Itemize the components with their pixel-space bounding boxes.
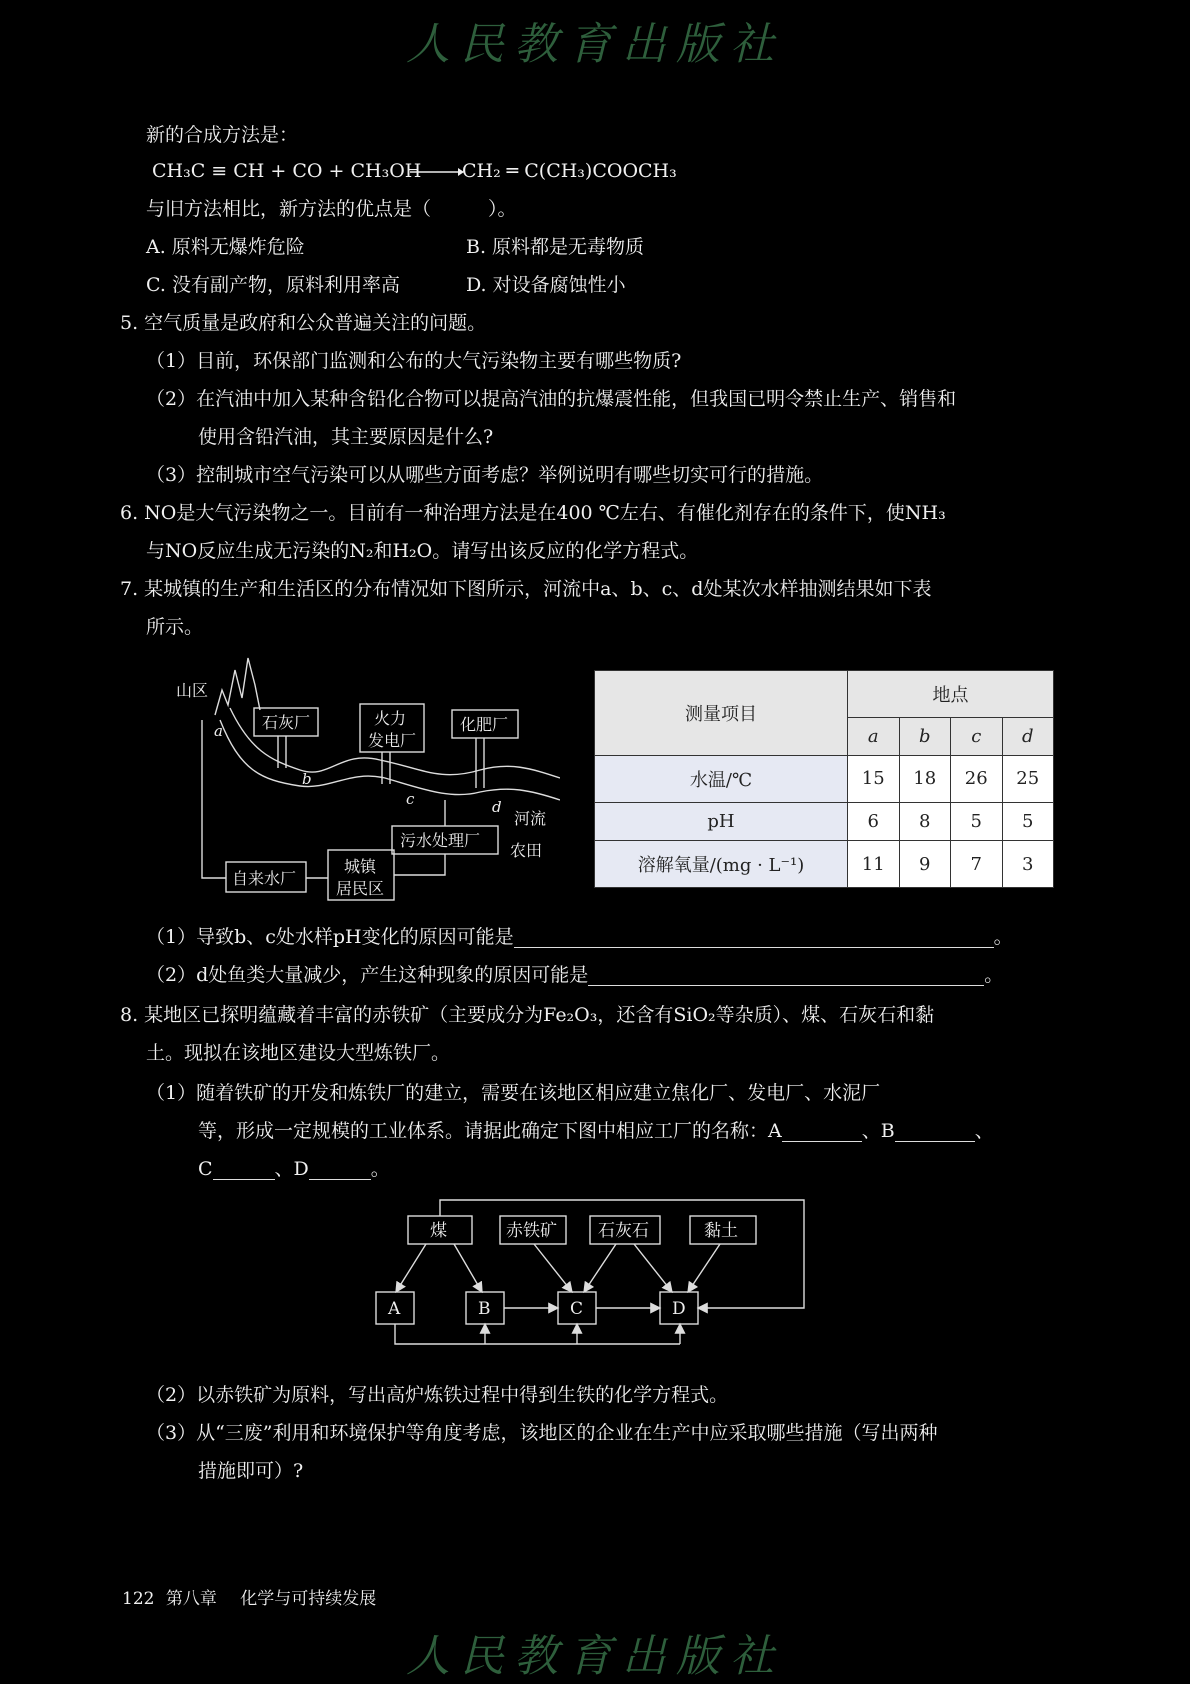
cell: 25 bbox=[1002, 756, 1054, 803]
map-label-residential-1: 城镇 bbox=[344, 857, 377, 876]
label-clay: 黏土 bbox=[704, 1221, 738, 1241]
map-point-c: c bbox=[406, 790, 415, 808]
table-row bbox=[595, 802, 1054, 841]
q8-part3-line1: （3）从“三废”利用和环境保护等角度考虑，该地区的企业在生产中应采取哪些措施（写出两种 bbox=[146, 1422, 938, 1444]
q5-title: 5. 空气质量是政府和公众普遍关注的问题。 bbox=[120, 312, 487, 334]
table-loc-c: c bbox=[951, 717, 1003, 756]
q8-part1-end: 。 bbox=[370, 1158, 390, 1180]
map-label-waterworks: 自来水厂 bbox=[232, 869, 297, 888]
q4-option-c: C. 没有副产物，原料利用率高 bbox=[146, 274, 400, 296]
map-label-sewage: 污水处理厂 bbox=[400, 831, 481, 850]
mountain-peaks bbox=[215, 658, 260, 715]
q7-sub2-period: 。 bbox=[984, 964, 1004, 986]
q5-part2-line2: 使用含铅汽油，其主要原因是什么? bbox=[198, 426, 494, 448]
q4-option-b: B. 原料都是无毒物质 bbox=[466, 236, 645, 258]
q8-label-d: 、D bbox=[274, 1158, 309, 1180]
water-sample-table bbox=[594, 670, 1054, 888]
table-header-location: 地点 bbox=[848, 671, 1054, 718]
row-label: pH bbox=[595, 802, 848, 841]
table-row bbox=[595, 841, 1054, 888]
cell: 18 bbox=[899, 756, 951, 803]
q8-line1: 8. 某地区已探明蕴藏着丰富的赤铁矿（主要成分为Fe₂O₃，还含有SiO₂等杂质）、煤、石灰石和黏 bbox=[120, 1004, 935, 1026]
publisher-logo-bottom: 人民教育出版社 bbox=[406, 1631, 784, 1682]
q5-part2-line1: （2）在汽油中加入某种含铅化合物可以提高汽油的抗爆震性能，但我国已明令禁止生产、销售和 bbox=[146, 388, 957, 410]
table-loc-b: b bbox=[899, 717, 951, 756]
town-map-diagram bbox=[160, 650, 560, 910]
chapter-label: 第八章 bbox=[165, 1589, 217, 1609]
cell: 26 bbox=[951, 756, 1003, 803]
table-loc-d: d bbox=[1002, 717, 1054, 756]
map-point-a: a bbox=[214, 722, 223, 740]
answer-blank-a[interactable] bbox=[782, 1123, 862, 1142]
label-hematite: 赤铁矿 bbox=[506, 1221, 557, 1241]
table-row bbox=[595, 756, 1054, 803]
q8-sep-b: 、B bbox=[861, 1120, 895, 1142]
q7-sub2-text: （2）d处鱼类大量减少，产生这种现象的原因可能是 bbox=[146, 964, 589, 986]
q7-line2: 所示。 bbox=[146, 616, 204, 638]
map-label-mountain: 山区 bbox=[176, 681, 209, 700]
q7-sub1-text: （1）导致b、c处水样pH变化的原因可能是 bbox=[146, 926, 514, 948]
cell: 5 bbox=[1002, 802, 1054, 841]
q8-part2: （2）以赤铁矿为原料，写出高炉炼铁过程中得到生铁的化学方程式。 bbox=[146, 1384, 729, 1406]
q5-part3: （3）控制城市空气污染可以从哪些方面考虑？举例说明有哪些切实可行的措施。 bbox=[146, 464, 824, 486]
cell: 7 bbox=[951, 841, 1003, 888]
q8-sep-end: 、 bbox=[974, 1120, 994, 1142]
label-c: C bbox=[570, 1299, 584, 1319]
q4-option-a: A. 原料无爆炸危险 bbox=[146, 236, 305, 258]
cell: 3 bbox=[1002, 841, 1054, 888]
map-label-residential-2: 居民区 bbox=[336, 879, 385, 898]
q4-question: 与旧方法相比，新方法的优点是（ ）。 bbox=[146, 198, 517, 220]
chapter-title: 化学与可持续发展 bbox=[240, 1589, 377, 1609]
map-label-power-plant-1: 火力 bbox=[374, 709, 407, 728]
q6-line1: 6. NO是大气污染物之一。目前有一种治理方法是在400 ℃左右、有催化剂存在的条件下，使NH₃ bbox=[120, 502, 946, 524]
q6-line2: 与NO反应生成无污染的N₂和H₂O。请写出该反应的化学方程式。 bbox=[146, 540, 699, 562]
q7-sub2 bbox=[146, 964, 1003, 986]
q4-equation-left: CH₃C ≡ CH + CO + CH₃OH bbox=[152, 160, 422, 182]
cell: 11 bbox=[848, 841, 900, 888]
map-label-power-plant-2: 发电厂 bbox=[368, 731, 417, 750]
page-footer bbox=[122, 1584, 376, 1609]
q4-equation-right: CH₂ ═ C(CH₃)COOCH₃ bbox=[462, 160, 677, 182]
industry-flow-diagram bbox=[360, 1196, 820, 1356]
cell: 15 bbox=[848, 756, 900, 803]
q7-sub1-period: 。 bbox=[993, 926, 1013, 948]
q8-part3-line2: 措施即可）? bbox=[198, 1460, 304, 1482]
q4-option-d: D. 对设备腐蚀性小 bbox=[466, 274, 626, 296]
q8-label-c: C bbox=[198, 1158, 213, 1180]
label-a: A bbox=[388, 1299, 401, 1319]
map-point-b: b bbox=[302, 770, 312, 788]
table-header-item: 测量项目 bbox=[595, 671, 848, 756]
table-loc-a: a bbox=[848, 717, 900, 756]
cell: 8 bbox=[899, 802, 951, 841]
row-label: 溶解氧量/(mg · L⁻¹) bbox=[595, 841, 848, 888]
q8-part1-line3 bbox=[198, 1158, 390, 1180]
publisher-logo-top: 人民教育出版社 bbox=[406, 19, 784, 70]
q4-intro: 新的合成方法是： bbox=[146, 124, 299, 146]
map-point-d: d bbox=[492, 798, 502, 816]
reaction-arrow bbox=[408, 162, 464, 182]
page-number: 122 bbox=[122, 1589, 155, 1609]
answer-blank-d[interactable] bbox=[309, 1161, 371, 1180]
label-coal: 煤 bbox=[430, 1221, 447, 1241]
q8-part1-text: 等，形成一定规模的工业体系。请据此确定下图中相应工厂的名称：A bbox=[198, 1120, 782, 1142]
answer-blank-b[interactable] bbox=[895, 1123, 975, 1142]
q7-sub1 bbox=[146, 926, 1013, 948]
label-limestone: 石灰石 bbox=[598, 1221, 649, 1241]
answer-blank-q7-1[interactable] bbox=[514, 929, 994, 948]
cell: 6 bbox=[848, 802, 900, 841]
cell: 9 bbox=[899, 841, 951, 888]
map-label-fertilizer: 化肥厂 bbox=[460, 715, 509, 734]
q8-part1-line1: （1）随着铁矿的开发和炼铁厂的建立，需要在该地区相应建立焦化厂、发电厂、水泥厂 bbox=[146, 1082, 881, 1104]
q5-part1: （1）目前，环保部门监测和公布的大气污染物主要有哪些物质? bbox=[146, 350, 682, 372]
answer-blank-c[interactable] bbox=[213, 1161, 275, 1180]
q8-part1-line2 bbox=[198, 1120, 994, 1142]
row-label: 水温/℃ bbox=[595, 756, 848, 803]
map-label-lime-factory: 石灰厂 bbox=[262, 713, 311, 732]
label-b: B bbox=[478, 1299, 491, 1319]
answer-blank-q7-2[interactable] bbox=[588, 967, 984, 986]
map-label-farmland: 农田 bbox=[510, 841, 543, 860]
q7-line1: 7. 某城镇的生产和生活区的分布情况如下图所示，河流中a、b、c、d处某次水样抽测结果如下表 bbox=[120, 578, 932, 600]
map-label-river: 河流 bbox=[514, 809, 547, 828]
label-d: D bbox=[672, 1299, 686, 1319]
q8-line2: 土。现拟在该地区建设大型炼铁厂。 bbox=[146, 1042, 451, 1064]
cell: 5 bbox=[951, 802, 1003, 841]
